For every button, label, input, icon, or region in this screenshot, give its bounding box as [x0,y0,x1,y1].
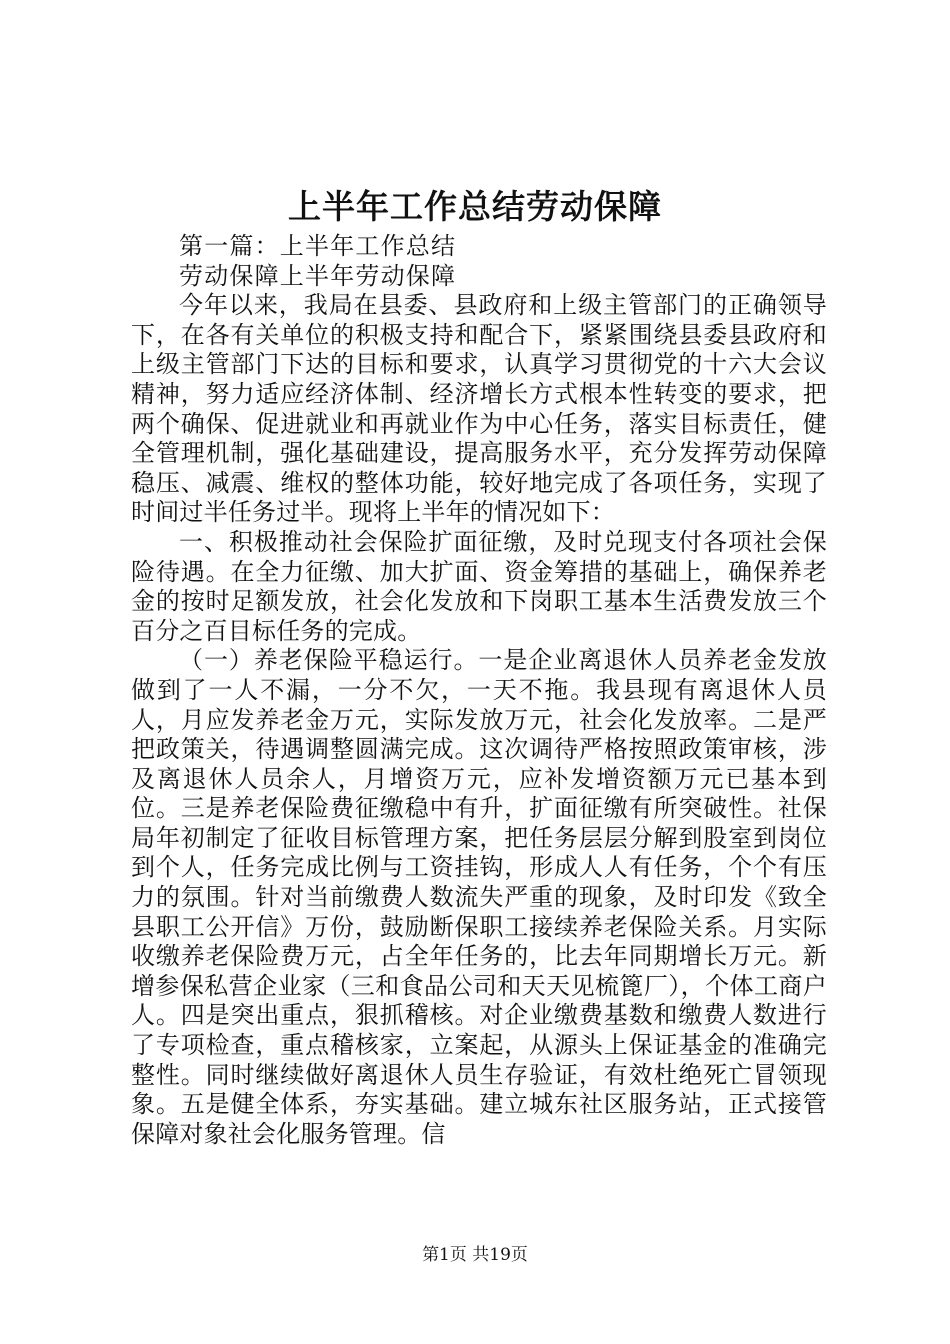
paragraph-pension: （一）养老保险平稳运行。一是企业离退休人员养老金发放做到了一人不漏，一分不欠，一天不拖。我县现有离退休人员人，月应发养老金万元，实际发放万元，社会化发放率。二是严把政策关，待遇调整圆满完成。这次调待严格按照政策审核，涉及离退休人员余人，月增资万元，应补发增资额万元已基本到位。三是养老保险费征缴稳中有升，扩面征缴有所突破性。社保局年初制定了征收目标管理方案，把任务层层分解到股室到岗位到个人，任务完成比例与工资挂钩，形成人人有任务，个个有压力的氛围。针对当前缴费人数流失严重的现象，及时印发《致全县职工公开信》万份，鼓励断保职工接续养老保险关系。月实际收缴养老保险费万元，占全年任务的，比去年同期增长万元。新增参保私营企业家（三和食品公司和天天见梳篦厂），个体工商户人。四是突出重点，狠抓稽核。对企业缴费基数和缴费人数进行了专项检查，重点稽核家，立案起，从源头上保证基金的准确完整性。同时继续做好离退休人员生存验证，有效杜绝死亡冒领现象。五是健全体系，夯实基础。建立城东社区服务站，正式接管保障对象社会化服务管理。信 [131,646,827,1148]
section-subheading: 劳动保障上半年劳动保障 [179,261,457,290]
page-footer: 第1页 共19页 [422,1245,528,1265]
document-title: 上半年工作总结劳动保障 [288,187,662,226]
paragraph-section-one: 一、积极推动社会保险扩面征缴，及时兑现支付各项社会保险待遇。在全力征缴、加大扩面、资金筹措的基础上，确保养老金的按时足额发放，社会化发放和下岗职工基本生活费发放三个百分之百目标任务的完成。 [131,527,827,645]
paragraph-intro: 今年以来，我局在县委、县政府和上级主管部门的正确领导下，在各有关单位的积极支持和配合下，紧紧围绕县委县政府和上级主管部门下达的目标和要求，认真学习贯彻党的十六大会议精神，努力适应经济体制、经济增长方式根本性转变的要求，把两个确保、促进就业和再就业作为中心任务，落实目标责任，健全管理机制，强化基础建设，提高服务水平，充分发挥劳动保障稳压、减震、维权的整体功能，较好地完成了各项任务，实现了时间过半任务过半。现将上半年的情况如下： [131,291,827,527]
document-body [131,232,827,1149]
section-heading: 第一篇：上半年工作总结 [179,232,457,260]
